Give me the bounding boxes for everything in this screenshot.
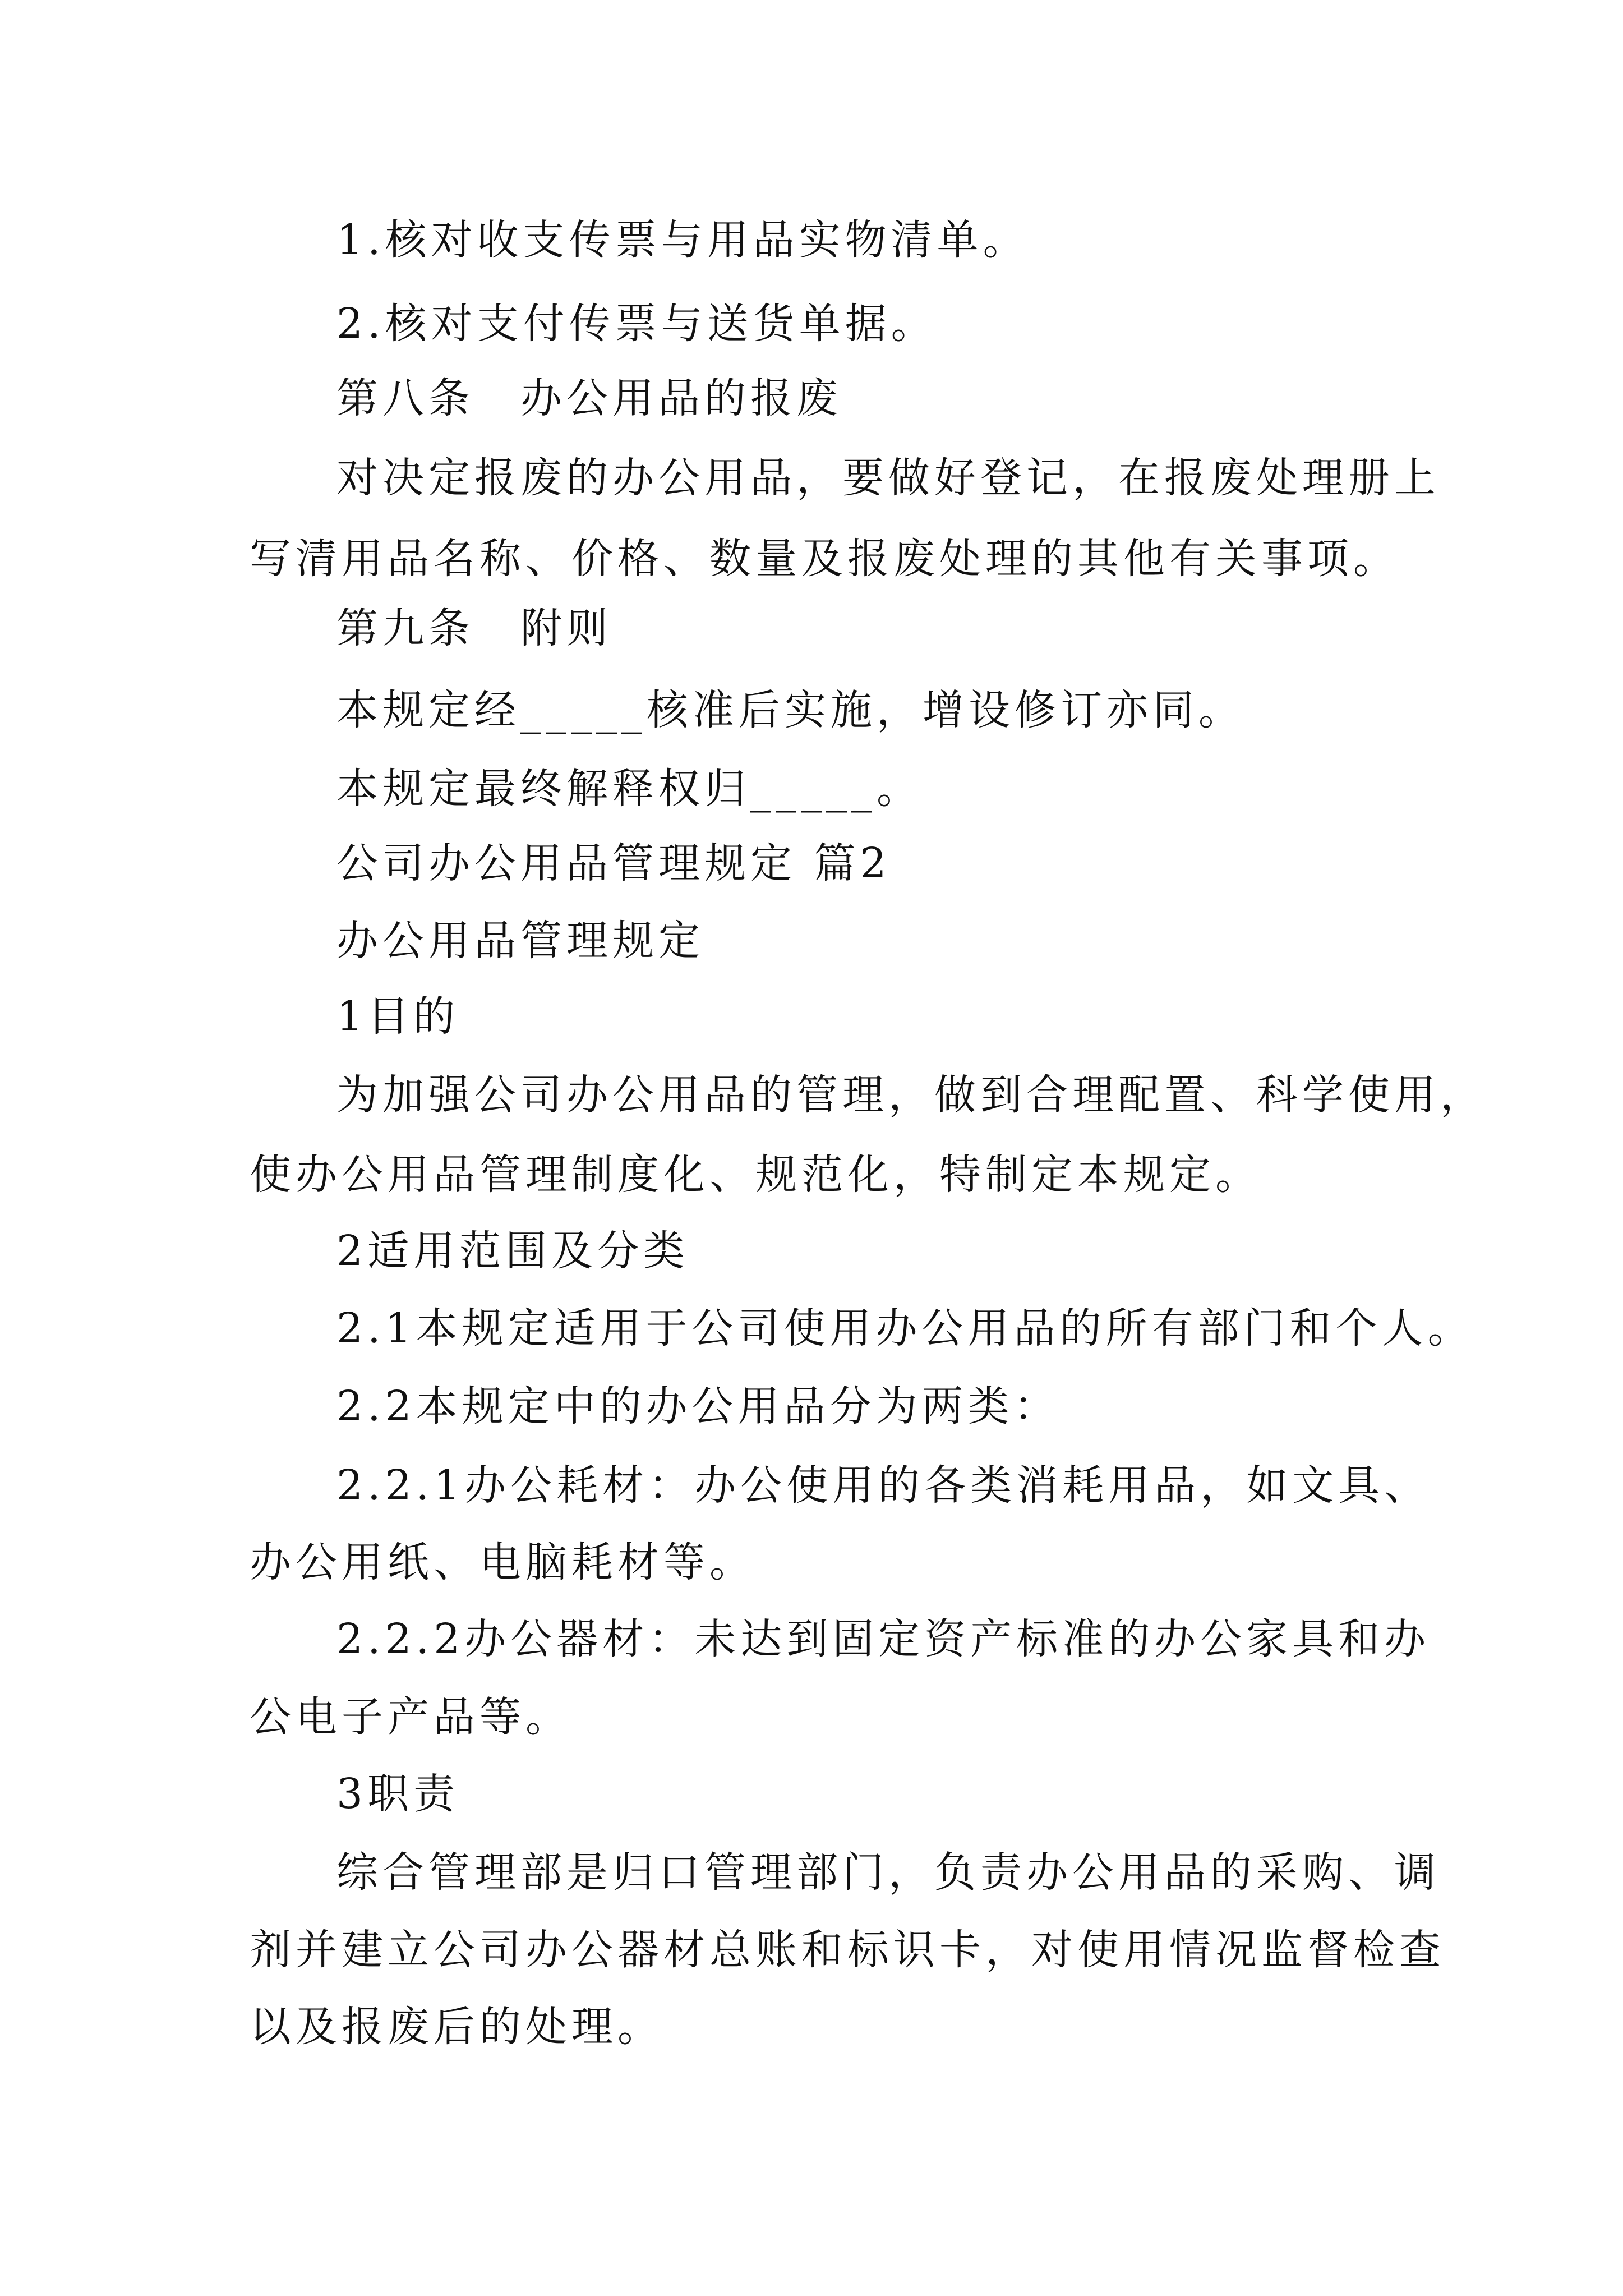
paragraph-line: 2.2.1办公耗材：办公使用的各类消耗用品，如文具、 <box>336 1461 1431 1510</box>
paragraph-line: 使办公用品管理制度化、规范化，特制定本规定。 <box>250 1151 1261 1199</box>
paragraph-line: 以及报废后的处理。 <box>250 2003 663 2051</box>
section-heading: 第九条 附则 <box>336 604 612 652</box>
section-heading: 1目的 <box>336 992 460 1041</box>
paragraph-line: 对决定报废的办公用品，要做好登记，在报废处理册上 <box>336 454 1440 502</box>
paragraph-line: 2.2.2办公器材：未达到固定资产标准的办公家具和办 <box>336 1615 1431 1663</box>
paragraph-line: 剂并建立公司办公器材总账和标识卡，对使用情况监督检查 <box>250 1926 1445 1974</box>
document-subtitle: 办公用品管理规定 <box>336 917 704 965</box>
paragraph-line: 写清用品名称、价格、数量及报废处理的其他有关事项。 <box>250 535 1399 583</box>
paragraph-line: 本规定最终解释权归_____。 <box>336 765 923 813</box>
paragraph-line: 办公用纸、电脑耗材等。 <box>250 1538 755 1586</box>
paragraph-line: 综合管理部是归口管理部门，负责办公用品的采购、调 <box>336 1848 1440 1897</box>
section-heading: 第八条 办公用品的报废 <box>336 374 842 422</box>
paragraph-line: 为加强公司办公用品的管理，做到合理配置、科学使用， <box>336 1071 1486 1119</box>
section-heading: 3职责 <box>336 1770 460 1818</box>
paragraph-line: 公电子产品等。 <box>250 1693 571 1741</box>
section-heading: 2适用范围及分类 <box>336 1227 690 1275</box>
paragraph-line: 2.核对支付传票与送货单据。 <box>336 300 937 348</box>
paragraph-line: 本规定经_____核准后实施，增设修订亦同。 <box>336 686 1244 734</box>
paragraph-line: 1.核对收支传票与用品实物清单。 <box>336 216 1029 264</box>
paragraph-line: 2.1本规定适用于公司使用办公用品的所有部门和个人。 <box>336 1304 1474 1352</box>
document-title: 公司办公用品管理规定 篇2 <box>336 839 891 887</box>
paragraph-line: 2.2本规定中的办公用品分为两类： <box>336 1382 1060 1430</box>
